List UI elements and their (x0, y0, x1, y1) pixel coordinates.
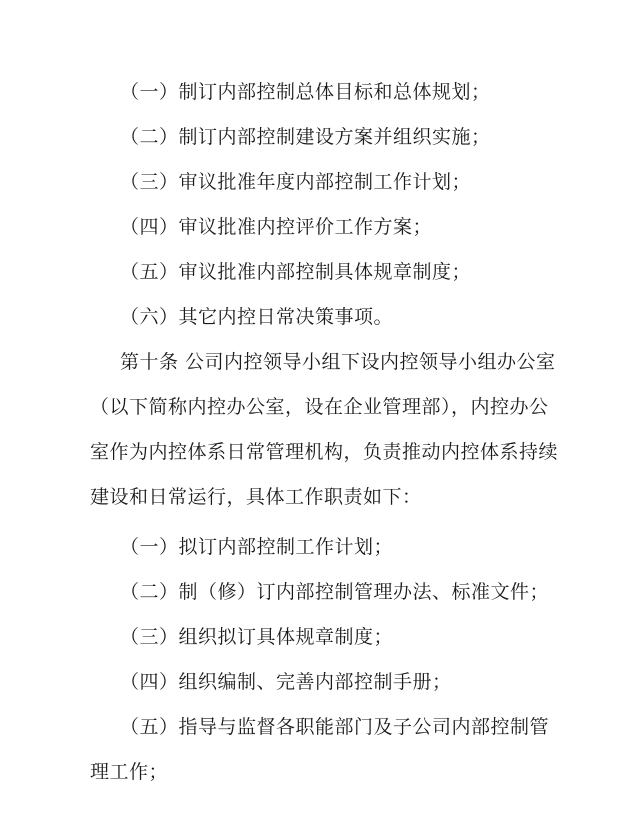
duty-item-5-continued: 理工作； (90, 761, 169, 783)
item-4: （四）审议批准内控评价工作方案； (120, 216, 433, 238)
article-line-1: 第十条 公司内控领导小组下设内控领导小组办公室 (120, 351, 556, 373)
item-1: （一）制订内部控制总体目标和总体规划； (120, 81, 491, 103)
item-6: （六）其它内控日常决策事项。 (120, 306, 394, 328)
article-line-2: （以下简称内控办公室，设在企业管理部），内控办公 (90, 396, 549, 418)
item-3: （三）审议批准年度内部控制工作计划； (120, 171, 472, 193)
item-2: （二）制订内部控制建设方案并组织实施； (120, 126, 491, 148)
article-line-4: 建设和日常运行，具体工作职责如下： (90, 486, 422, 508)
duty-item-4: （四）组织编制、完善内部控制手册； (120, 671, 452, 693)
duty-item-3: （三）组织拟订具体规章制度； (120, 626, 394, 648)
duty-item-1: （一）拟订内部控制工作计划； (120, 536, 394, 558)
duty-item-2: （二）制（修）订内部控制管理办法、标准文件； (120, 581, 550, 603)
duty-item-5: （五）指导与监督各职能部门及子公司内部控制管 (120, 716, 550, 738)
article-line-3: 室作为内控体系日常管理机构，负责推动内控体系持续 (90, 441, 559, 463)
item-5: （五）审议批准内部控制具体规章制度； (120, 261, 472, 283)
